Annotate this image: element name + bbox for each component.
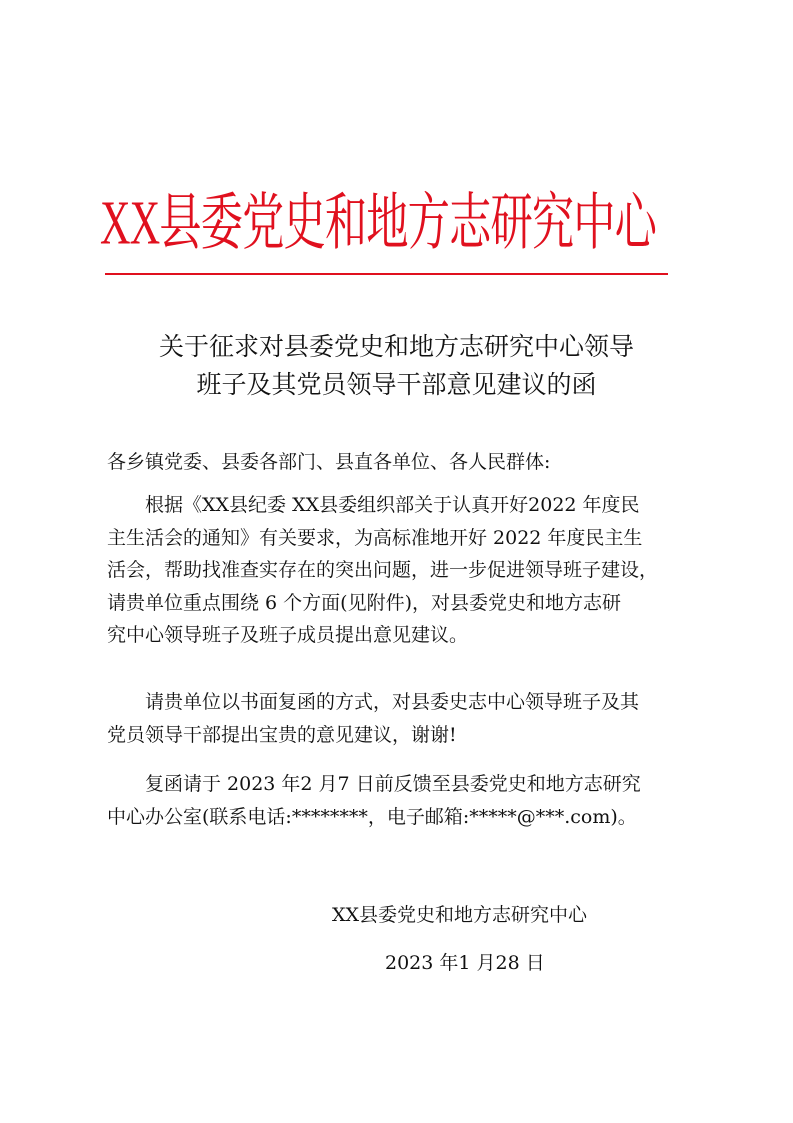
body-paragraph-1 xyxy=(107,489,707,652)
document-title-line-2: 班子及其党员领导干部意见建议的函 xyxy=(196,370,597,399)
signature-date: 2023 年1 月28 日 xyxy=(385,952,545,974)
addressee: 各乡镇党委、县委各部门、县直各单位、各人民群体: xyxy=(107,451,551,473)
paragraph-line: 中心办公室(联系电话:********，电子邮箱:*****@***.com)。 xyxy=(107,805,637,828)
letterhead-title: XX县委党史和地方志研究中心 xyxy=(100,187,657,257)
signature-organization: XX县委党史和地方志研究中心 xyxy=(332,904,588,926)
document-title-line-1: 关于征求对县委党史和地方志研究中心领导 xyxy=(158,332,634,361)
paragraph-line: 究中心领导班子及班子成员提出意见建议。 xyxy=(107,624,469,646)
paragraph-line: 复函请于 2023 年2 月7 日前反馈至县委党史和地方志研究 xyxy=(107,773,641,795)
paragraph-line: 活会，帮助找准查实存在的突出问题，进一步促进领导班子建设， xyxy=(107,559,659,581)
paragraph-line: 主生活会的通知》有关要求，为高标准地开好 2022 年度民主生 xyxy=(107,526,643,549)
letterhead-red-rule xyxy=(105,273,668,275)
body-paragraph-2 xyxy=(107,686,707,751)
paragraph-line: 请贵单位以书面复函的方式，对县委史志中心领导班子及其 xyxy=(107,691,640,713)
paragraph-line: 根据《XX县纪委 XX县委组织部关于认真开好2022 年度民 xyxy=(107,494,640,516)
body-paragraph-3 xyxy=(107,768,707,833)
paragraph-line: 请贵单位重点围绕 6 个方面(见附件)，对县委党史和地方志研 xyxy=(107,591,621,614)
letterhead xyxy=(100,188,700,258)
document-title xyxy=(60,328,733,404)
paragraph-line: 党员领导干部提出宝贵的意见建议，谢谢! xyxy=(107,723,457,746)
